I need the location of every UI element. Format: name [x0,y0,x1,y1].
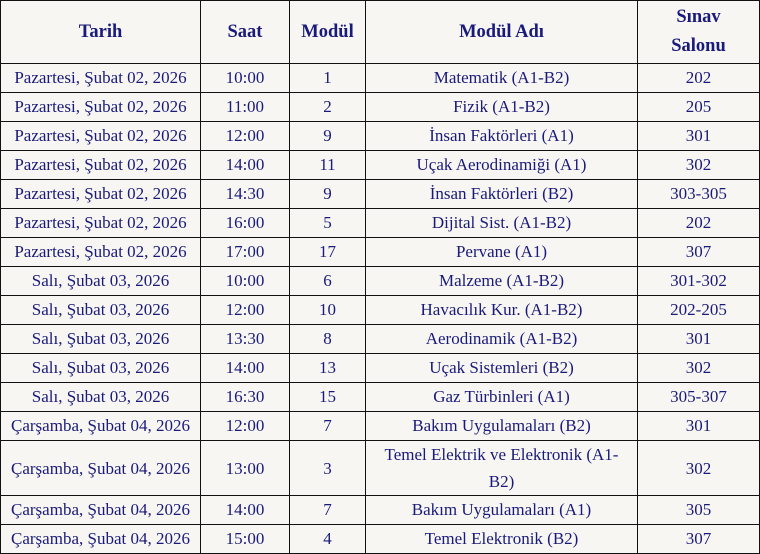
cell-time: 10:00 [201,64,290,93]
cell-date: Pazartesi, Şubat 02, 2026 [1,209,201,238]
table-row [1,180,760,209]
table-row [1,525,760,554]
header-row [1,1,760,64]
cell-date: Salı, Şubat 03, 2026 [1,354,201,383]
cell-date: Salı, Şubat 03, 2026 [1,267,201,296]
table-row [1,412,760,441]
cell-time: 14:30 [201,180,290,209]
cell-module: 15 [290,383,366,412]
cell-module-name: Havacılık Kur. (A1-B2) [366,296,638,325]
cell-time: 14:00 [201,151,290,180]
cell-exam-room: 301 [638,325,760,354]
cell-date: Pazartesi, Şubat 02, 2026 [1,122,201,151]
header-time: Saat [201,1,290,64]
cell-module: 1 [290,64,366,93]
cell-module-name: Pervane (A1) [366,238,638,267]
cell-module-name: Uçak Sistemleri (B2) [366,354,638,383]
cell-exam-room: 302 [638,151,760,180]
cell-date: Çarşamba, Şubat 04, 2026 [1,525,201,554]
cell-time: 17:00 [201,238,290,267]
cell-exam-room: 302 [638,441,760,496]
cell-time: 16:00 [201,209,290,238]
cell-module: 8 [290,325,366,354]
cell-date: Çarşamba, Şubat 04, 2026 [1,441,201,496]
cell-exam-room: 302 [638,354,760,383]
cell-module-name: İnsan Faktörleri (B2) [366,180,638,209]
cell-date: Salı, Şubat 03, 2026 [1,383,201,412]
cell-time: 16:30 [201,383,290,412]
cell-time: 13:00 [201,441,290,496]
cell-exam-room: 307 [638,525,760,554]
cell-time: 14:00 [201,354,290,383]
cell-exam-room: 305 [638,496,760,525]
table-row [1,296,760,325]
cell-module: 6 [290,267,366,296]
table-row [1,354,760,383]
cell-module-name: Uçak Aerodinamiği (A1) [366,151,638,180]
table-row [1,238,760,267]
cell-date: Salı, Şubat 03, 2026 [1,325,201,354]
cell-module: 3 [290,441,366,496]
table-row [1,151,760,180]
cell-module-name: Matematik (A1-B2) [366,64,638,93]
cell-exam-room: 305-307 [638,383,760,412]
table-row [1,267,760,296]
cell-exam-room: 202-205 [638,296,760,325]
cell-exam-room: 301 [638,412,760,441]
header-date: Tarih [1,1,201,64]
cell-module-name: Gaz Türbinleri (A1) [366,383,638,412]
table-row [1,93,760,122]
cell-module: 4 [290,525,366,554]
cell-time: 10:00 [201,267,290,296]
cell-module: 10 [290,296,366,325]
cell-module: 2 [290,93,366,122]
cell-date: Pazartesi, Şubat 02, 2026 [1,238,201,267]
cell-module-name: Temel Elektronik (B2) [366,525,638,554]
table-row [1,122,760,151]
cell-exam-room: 202 [638,64,760,93]
cell-exam-room: 202 [638,209,760,238]
cell-exam-room: 205 [638,93,760,122]
cell-date: Çarşamba, Şubat 04, 2026 [1,496,201,525]
table-row [1,441,760,496]
cell-module-name: Bakım Uygulamaları (B2) [366,412,638,441]
cell-time: 12:00 [201,296,290,325]
cell-date: Çarşamba, Şubat 04, 2026 [1,412,201,441]
cell-module: 11 [290,151,366,180]
cell-date: Pazartesi, Şubat 02, 2026 [1,64,201,93]
cell-module-name: Malzeme (A1-B2) [366,267,638,296]
cell-module: 5 [290,209,366,238]
cell-exam-room: 301 [638,122,760,151]
cell-date: Pazartesi, Şubat 02, 2026 [1,180,201,209]
cell-time: 11:00 [201,93,290,122]
cell-module-name: Bakım Uygulamaları (A1) [366,496,638,525]
cell-module: 7 [290,496,366,525]
cell-date: Pazartesi, Şubat 02, 2026 [1,151,201,180]
cell-module-name: Temel Elektrik ve Elektronik (A1-B2) [366,441,638,496]
cell-exam-room: 303-305 [638,180,760,209]
header-module-name: Modül Adı [366,1,638,64]
table-row [1,64,760,93]
cell-exam-room: 301-302 [638,267,760,296]
cell-module: 17 [290,238,366,267]
cell-module-name: İnsan Faktörleri (A1) [366,122,638,151]
table-row [1,496,760,525]
cell-time: 14:00 [201,496,290,525]
cell-date: Salı, Şubat 03, 2026 [1,296,201,325]
cell-date: Pazartesi, Şubat 02, 2026 [1,93,201,122]
cell-module: 7 [290,412,366,441]
table-row [1,383,760,412]
cell-module-name: Aerodinamik (A1-B2) [366,325,638,354]
cell-module-name: Fizik (A1-B2) [366,93,638,122]
cell-module: 9 [290,122,366,151]
header-module: Modül [290,1,366,64]
cell-module-name: Dijital Sist. (A1-B2) [366,209,638,238]
cell-time: 13:30 [201,325,290,354]
cell-module: 13 [290,354,366,383]
table-row [1,325,760,354]
cell-time: 12:00 [201,122,290,151]
table-row [1,209,760,238]
header-exam-room: Sınav Salonu [638,1,760,64]
cell-time: 12:00 [201,412,290,441]
cell-exam-room: 307 [638,238,760,267]
cell-time: 15:00 [201,525,290,554]
cell-module: 9 [290,180,366,209]
